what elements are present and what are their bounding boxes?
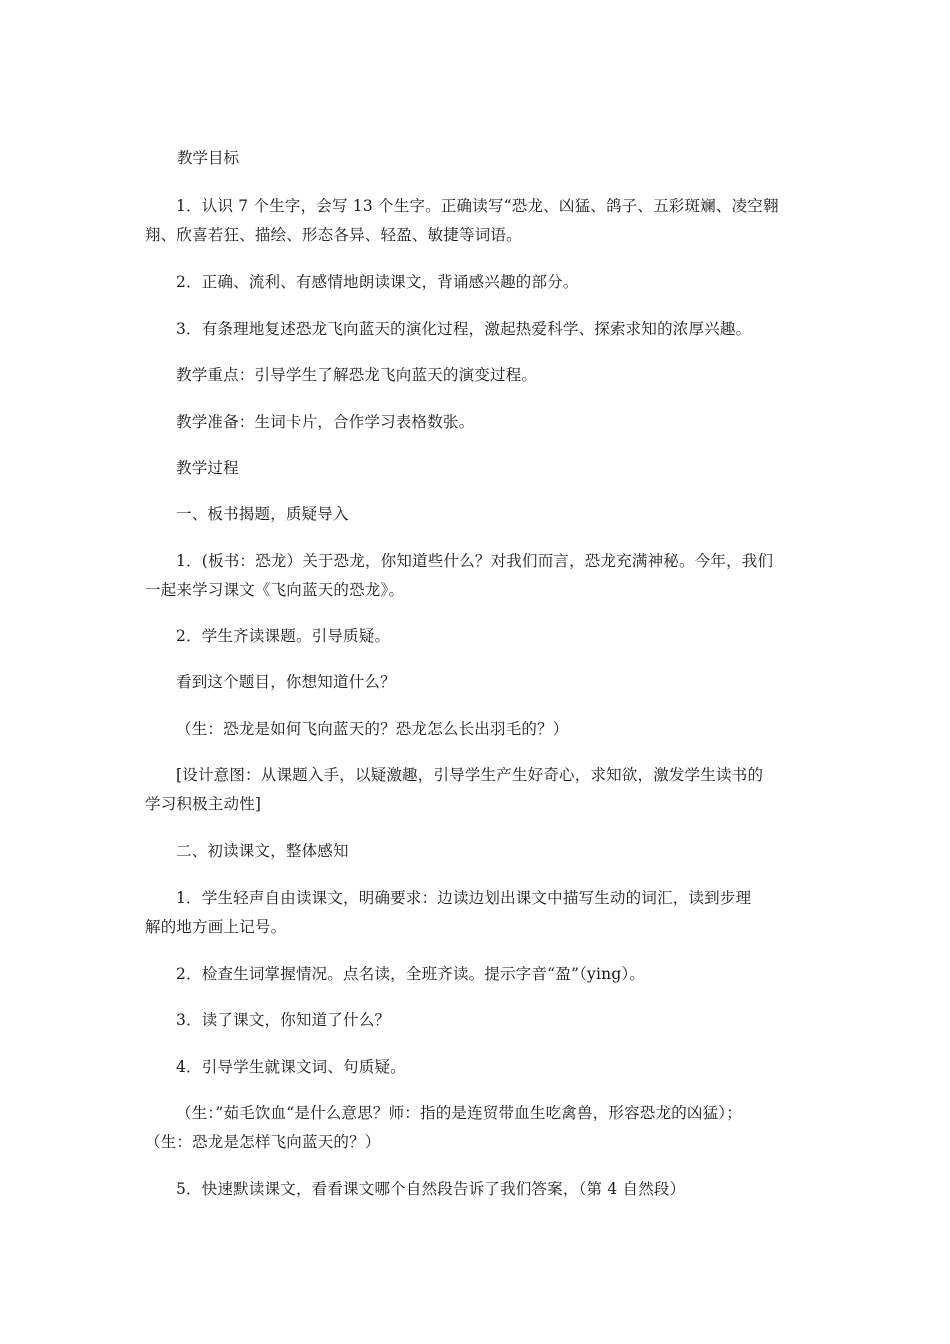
section-heading-1-text: 一、板书揭题，质疑导入 [176, 505, 349, 523]
process-title-text: 教学过程 [176, 459, 239, 477]
teaching-focus [145, 361, 811, 390]
section-2-item-3 [145, 1006, 811, 1035]
section-1-question-text: 看到这个题目，你想知道什么？ [176, 673, 396, 691]
section-1-item-2 [145, 622, 811, 651]
section-2-item-1 [145, 884, 811, 942]
section-title-process [145, 454, 811, 483]
section-1-item-2-text: 2．学生齐读课题。引导质疑。 [176, 627, 391, 645]
section-1-design-intent [145, 761, 811, 819]
section-2-item-5 [145, 1175, 811, 1204]
section-1-design-intent-line-1: [设计意图：从课题入手，以疑激趣，引导学生产生好奇心，求知欲，激发学生读书的 [176, 766, 764, 784]
teaching-focus-text: 教学重点：引导学生了解恐龙飞向蓝天的演变过程。 [176, 366, 538, 384]
section-1-student-response-text: （生：恐龙是如何飞向蓝天的？恐龙怎么长出羽毛的？） [176, 720, 569, 738]
section-2-student-response-line-1: （生：”茹毛饮血“是什么意思？师：指的是连贸带血生吃禽兽，形容恐龙的凶猛）； [176, 1104, 742, 1122]
section-2-item-4-text: 4．引导学生就课文词、句质疑。 [176, 1058, 406, 1076]
section-1-item-1-line-1: 1．(板书：恐龙）关于恐龙，你知道些什么？对我们而言，恐龙充满神秘。今年，我们 [176, 552, 774, 570]
section-1-question [145, 668, 811, 697]
section-title-goals: 教学目标 [177, 149, 240, 167]
goal-item-1 [145, 192, 811, 250]
section-2-item-5-text: 5．快速默读课文，看看课文哪个自然段告诉了我们答案，（第 4 自然段） [176, 1180, 686, 1198]
goal-item-1-line-2: 翔、欣喜若狂、描绘、形态各异、轻盈、敏捷等词语。 [145, 226, 522, 244]
section-2-item-2 [145, 960, 811, 989]
goal-item-3-text: 3．有条理地复述恐龙飞向蓝天的演化过程，激起热爱科学、探索求知的浓厚兴趣。 [176, 320, 752, 338]
section-2-item-2-text: 2．检查生词掌握情况。点名读，全班齐读。提示字音“盈”（ying）。 [176, 965, 646, 983]
goal-item-2-text: 2．正确、流利、有感情地朗读课文，背诵感兴趣的部分。 [176, 273, 579, 291]
goal-item-1-line-1: 1．认识 7 个生字，会写 13 个生字。正确读写“恐龙、凶猛、鸽子、五彩斑斓、凌空翱 [176, 197, 779, 215]
section-1-item-1-line-2: 一起来学习课文《飞向蓝天的恐龙》。 [145, 581, 405, 599]
section-1-student-response [145, 715, 811, 744]
section-heading-2 [145, 837, 811, 866]
section-2-item-1-line-1: 1．学生轻声自由读课文，明确要求：边读边划出课文中描写生动的词汇，读到步理 [176, 889, 752, 907]
section-heading-1 [145, 500, 811, 529]
teaching-preparation-text: 教学准备：生词卡片，合作学习表格数张。 [176, 413, 475, 431]
goal-item-3 [145, 315, 811, 344]
section-2-item-3-text: 3．读了课文，你知道了什么？ [176, 1011, 391, 1029]
section-1-design-intent-line-2: 学习积极主动性] [145, 795, 262, 813]
section-2-student-response-line-2: （生：恐龙是怎样飞向蓝天的？） [145, 1133, 381, 1151]
section-2-item-1-line-2: 解的地方画上记号。 [145, 918, 287, 936]
goal-item-2 [145, 268, 811, 297]
teaching-preparation [145, 408, 811, 437]
section-2-item-4 [145, 1053, 811, 1082]
section-1-item-1 [145, 547, 811, 605]
section-heading-2-text: 二、初读课文，整体感知 [176, 842, 349, 860]
section-2-student-response [145, 1099, 811, 1157]
